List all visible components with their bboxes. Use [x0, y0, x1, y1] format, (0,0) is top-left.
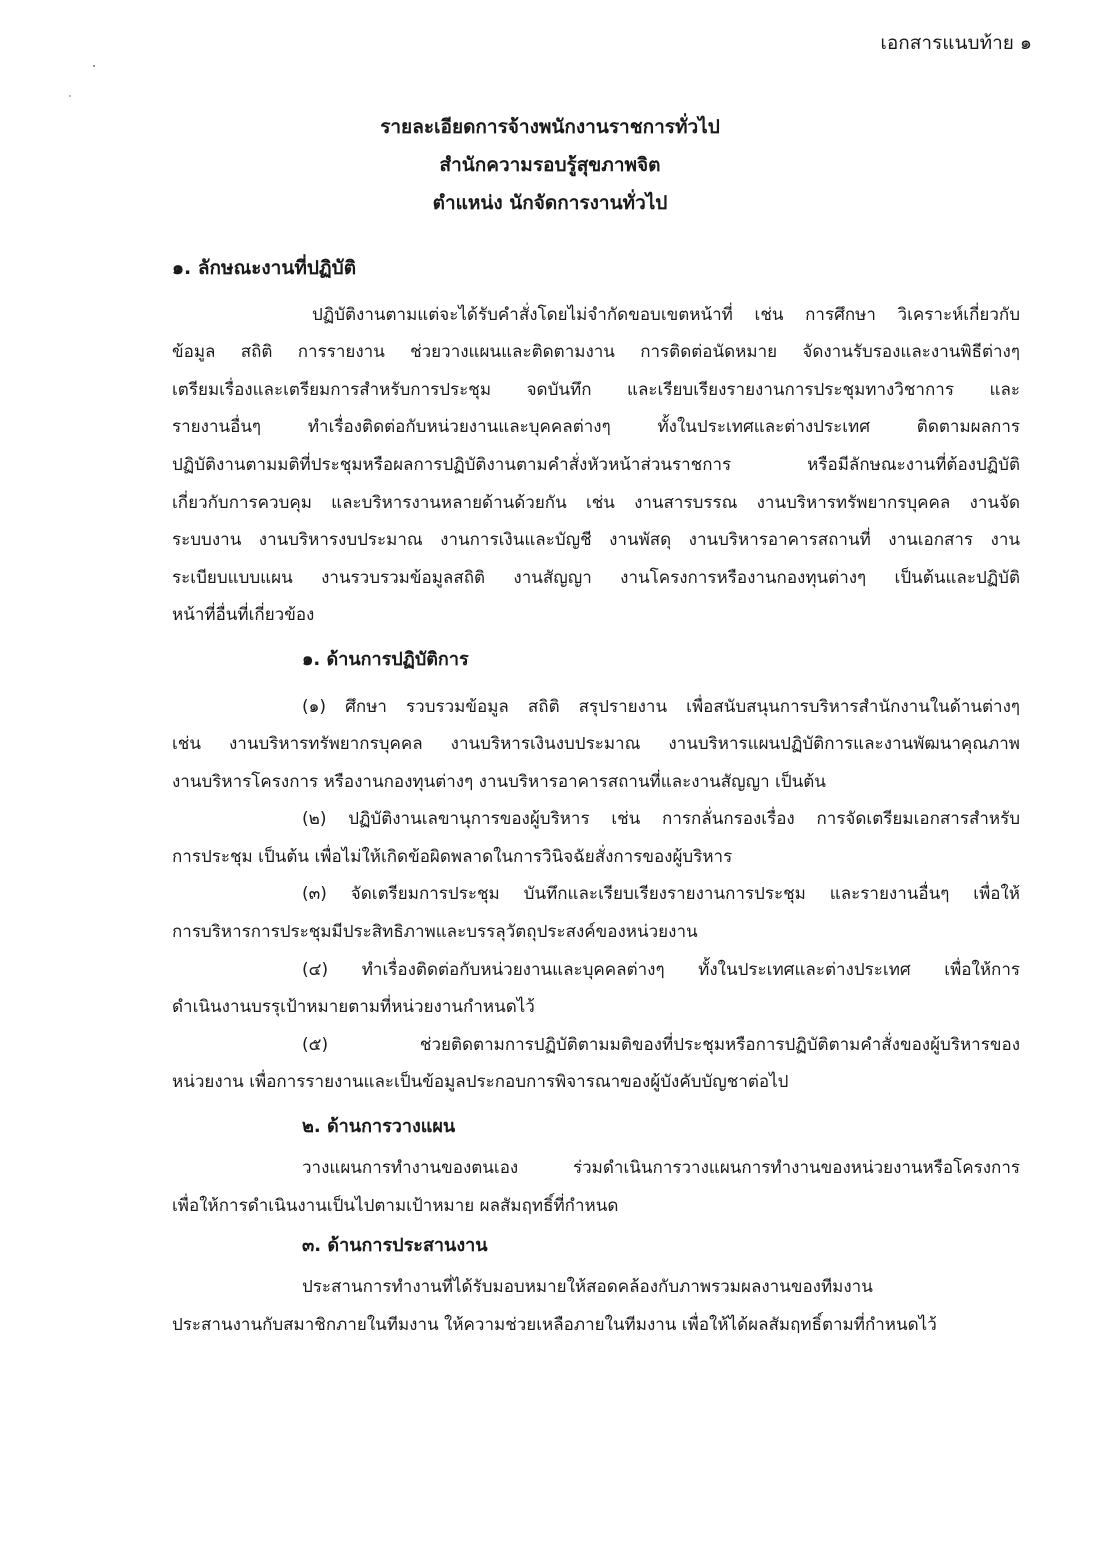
- title-line-2: สำนักความรอบรู้สุขภาพจิต: [439, 154, 661, 176]
- list-item-line: ดำเนินงานบรรุเป้าหมายตามที่หน่วยงานกำหนดไว้: [172, 997, 535, 1017]
- title-line-1: รายละเอียดการจ้างพนักงานราชการทั่วไป: [380, 116, 720, 138]
- paragraph-line: ประสานงานกับสมาชิกภายในทีมงาน ให้ความช่วยเหลือภายในทีมงาน เพื่อให้ได้ผลสัมฤทธิ์ตามที่กำหนดไว้: [172, 1315, 937, 1335]
- paragraph-line: เตรียมเรื่องและเตรียมการสำหรับการประชุม จดบันทึก และเรียบเรียงรายงานการประชุมทางวิชาการ และ: [172, 380, 1020, 400]
- paragraph-line: ระบบงาน งานบริหารงบประมาณ งานการเงินและบัญชี งานพัสดุ งานบริหารอาคารสถานที่ งานเอกสาร งาน: [172, 530, 1020, 550]
- section-heading: ๑. ลักษณะงานที่ปฏิบัติ: [172, 257, 357, 279]
- paragraph-line: ข้อมูล สถิติ การรายงาน ช่วยวางแผนและติดตามงาน การติดต่อนัดหมาย จัดงานรับรองและงานพิธีต่างๆ: [172, 342, 1020, 362]
- paragraph-line: เพื่อให้การดำเนินงานเป็นไปตามเป้าหมาย ผลสัมฤทธิ์ที่กำหนด: [172, 1196, 619, 1216]
- list-item-line: เช่น งานบริหารทรัพยากรบุคคล งานบริหารเงินงบประมาณ งานบริหารแผนปฏิบัติการและงานพัฒนาคุณภาพ: [172, 734, 1020, 754]
- paragraph-line: หน้าที่อื่นที่เกี่ยวข้อง: [172, 605, 315, 625]
- list-item-line: (๕) ช่วยติดตามการปฏิบัติตามมติของที่ประชุมหรือการปฏิบัติตามคำสั่งของผู้บริหารของ: [302, 1035, 1020, 1055]
- scan-specks: [62, 62, 102, 102]
- annex-label: เอกสารแนบท้าย ๑: [880, 32, 1032, 54]
- title-line-3: ตำแหน่ง นักจัดการงานทั่วไป: [432, 192, 668, 214]
- subsection-heading: ๒. ด้านการวางแผน: [302, 1116, 456, 1137]
- paragraph-line: ปฏิบัติงานตามแต่จะได้รับคำสั่งโดยไม่จำกัดขอบเขตหน้าที่ เช่น การศึกษา วิเคราะห์เกี่ยวกับ: [312, 305, 1020, 325]
- subsection-heading: ๓. ด้านการประสานงาน: [302, 1235, 488, 1256]
- list-item-line: (๑) ศึกษา รวบรวมข้อมูล สถิติ สรุปรายงาน เพื่อสนับสนุนการบริหารสำนักงานในด้านต่างๆ: [302, 697, 1020, 717]
- document-title: [0, 108, 1100, 222]
- paragraph-line: ระเบียบแบบแผน งานรวบรวมข้อมูลสถิติ งานสัญญา งานโครงการหรืองานกองทุนต่างๆ เป็นต้นและปฏิบัติ: [172, 568, 1020, 588]
- paragraph-line: รายงานอื่นๆ ทำเรื่องติดต่อกับหน่วยงานและบุคคลต่างๆ ทั้งในประเทศและต่างประเทศ ติดตามผลการ: [172, 417, 1020, 437]
- paragraph-line: วางแผนการทำงานของตนเอง ร่วมดำเนินการวางแผนการทำงานของหน่วยงานหรือโครงการ: [302, 1158, 1020, 1178]
- subsection-heading: ๑. ด้านการปฏิบัติการ: [302, 649, 469, 670]
- list-item-line: การประชุม เป็นต้น เพื่อไม่ให้เกิดข้อผิดพลาดในการวินิจฉัยสั่งการของผู้บริหาร: [172, 847, 733, 867]
- list-item-line: หน่วยงาน เพื่อการรายงานและเป็นข้อมูลประกอบการพิจารณาของผู้บังคับบัญชาต่อไป: [172, 1072, 789, 1092]
- list-item-line: (๔) ทำเรื่องติดต่อกับหน่วยงานและบุคคลต่างๆ ทั้งในประเทศและต่างประเทศ เพื่อให้การ: [302, 960, 1020, 980]
- list-item-line: (๒) ปฏิบัติงานเลขานุการของผู้บริหาร เช่น การกลั่นกรองเรื่อง การจัดเตรียมเอกสารสำหรับ: [302, 809, 1020, 829]
- paragraph-line: เกี่ยวกับการควบคุม และบริหารงานหลายด้านด้วยกัน เช่น งานสารบรรณ งานบริหารทรัพยากรบุคคล งานจัด: [172, 493, 1020, 513]
- list-item-line: งานบริหารโครงการ หรืองานกองทุนต่างๆ งานบริหารอาคารสถานที่และงานสัญญา เป็นต้น: [172, 772, 826, 792]
- list-item-line: (๓) จัดเตรียมการประชุม บันทึกและเรียบเรียงรายงานการประชุม และรายงานอื่นๆ เพื่อให้: [302, 884, 1020, 904]
- paragraph-line: ปฏิบัติงานตามมติที่ประชุมหรือผลการปฏิบัติงานตามคำสั่งหัวหน้าส่วนราชการ หรือมีลักษณะงานที่ต้องปฏิบัติ: [172, 455, 1020, 475]
- list-item-line: การบริหารการประชุมมีประสิทธิภาพและบรรลุวัตถุประสงค์ของหน่วยงาน: [172, 922, 698, 942]
- paragraph-line: ประสานการทำงานที่ได้รับมอบหมายให้สอดคล้องกับภาพรวมผลงานของทีมงาน: [302, 1277, 873, 1297]
